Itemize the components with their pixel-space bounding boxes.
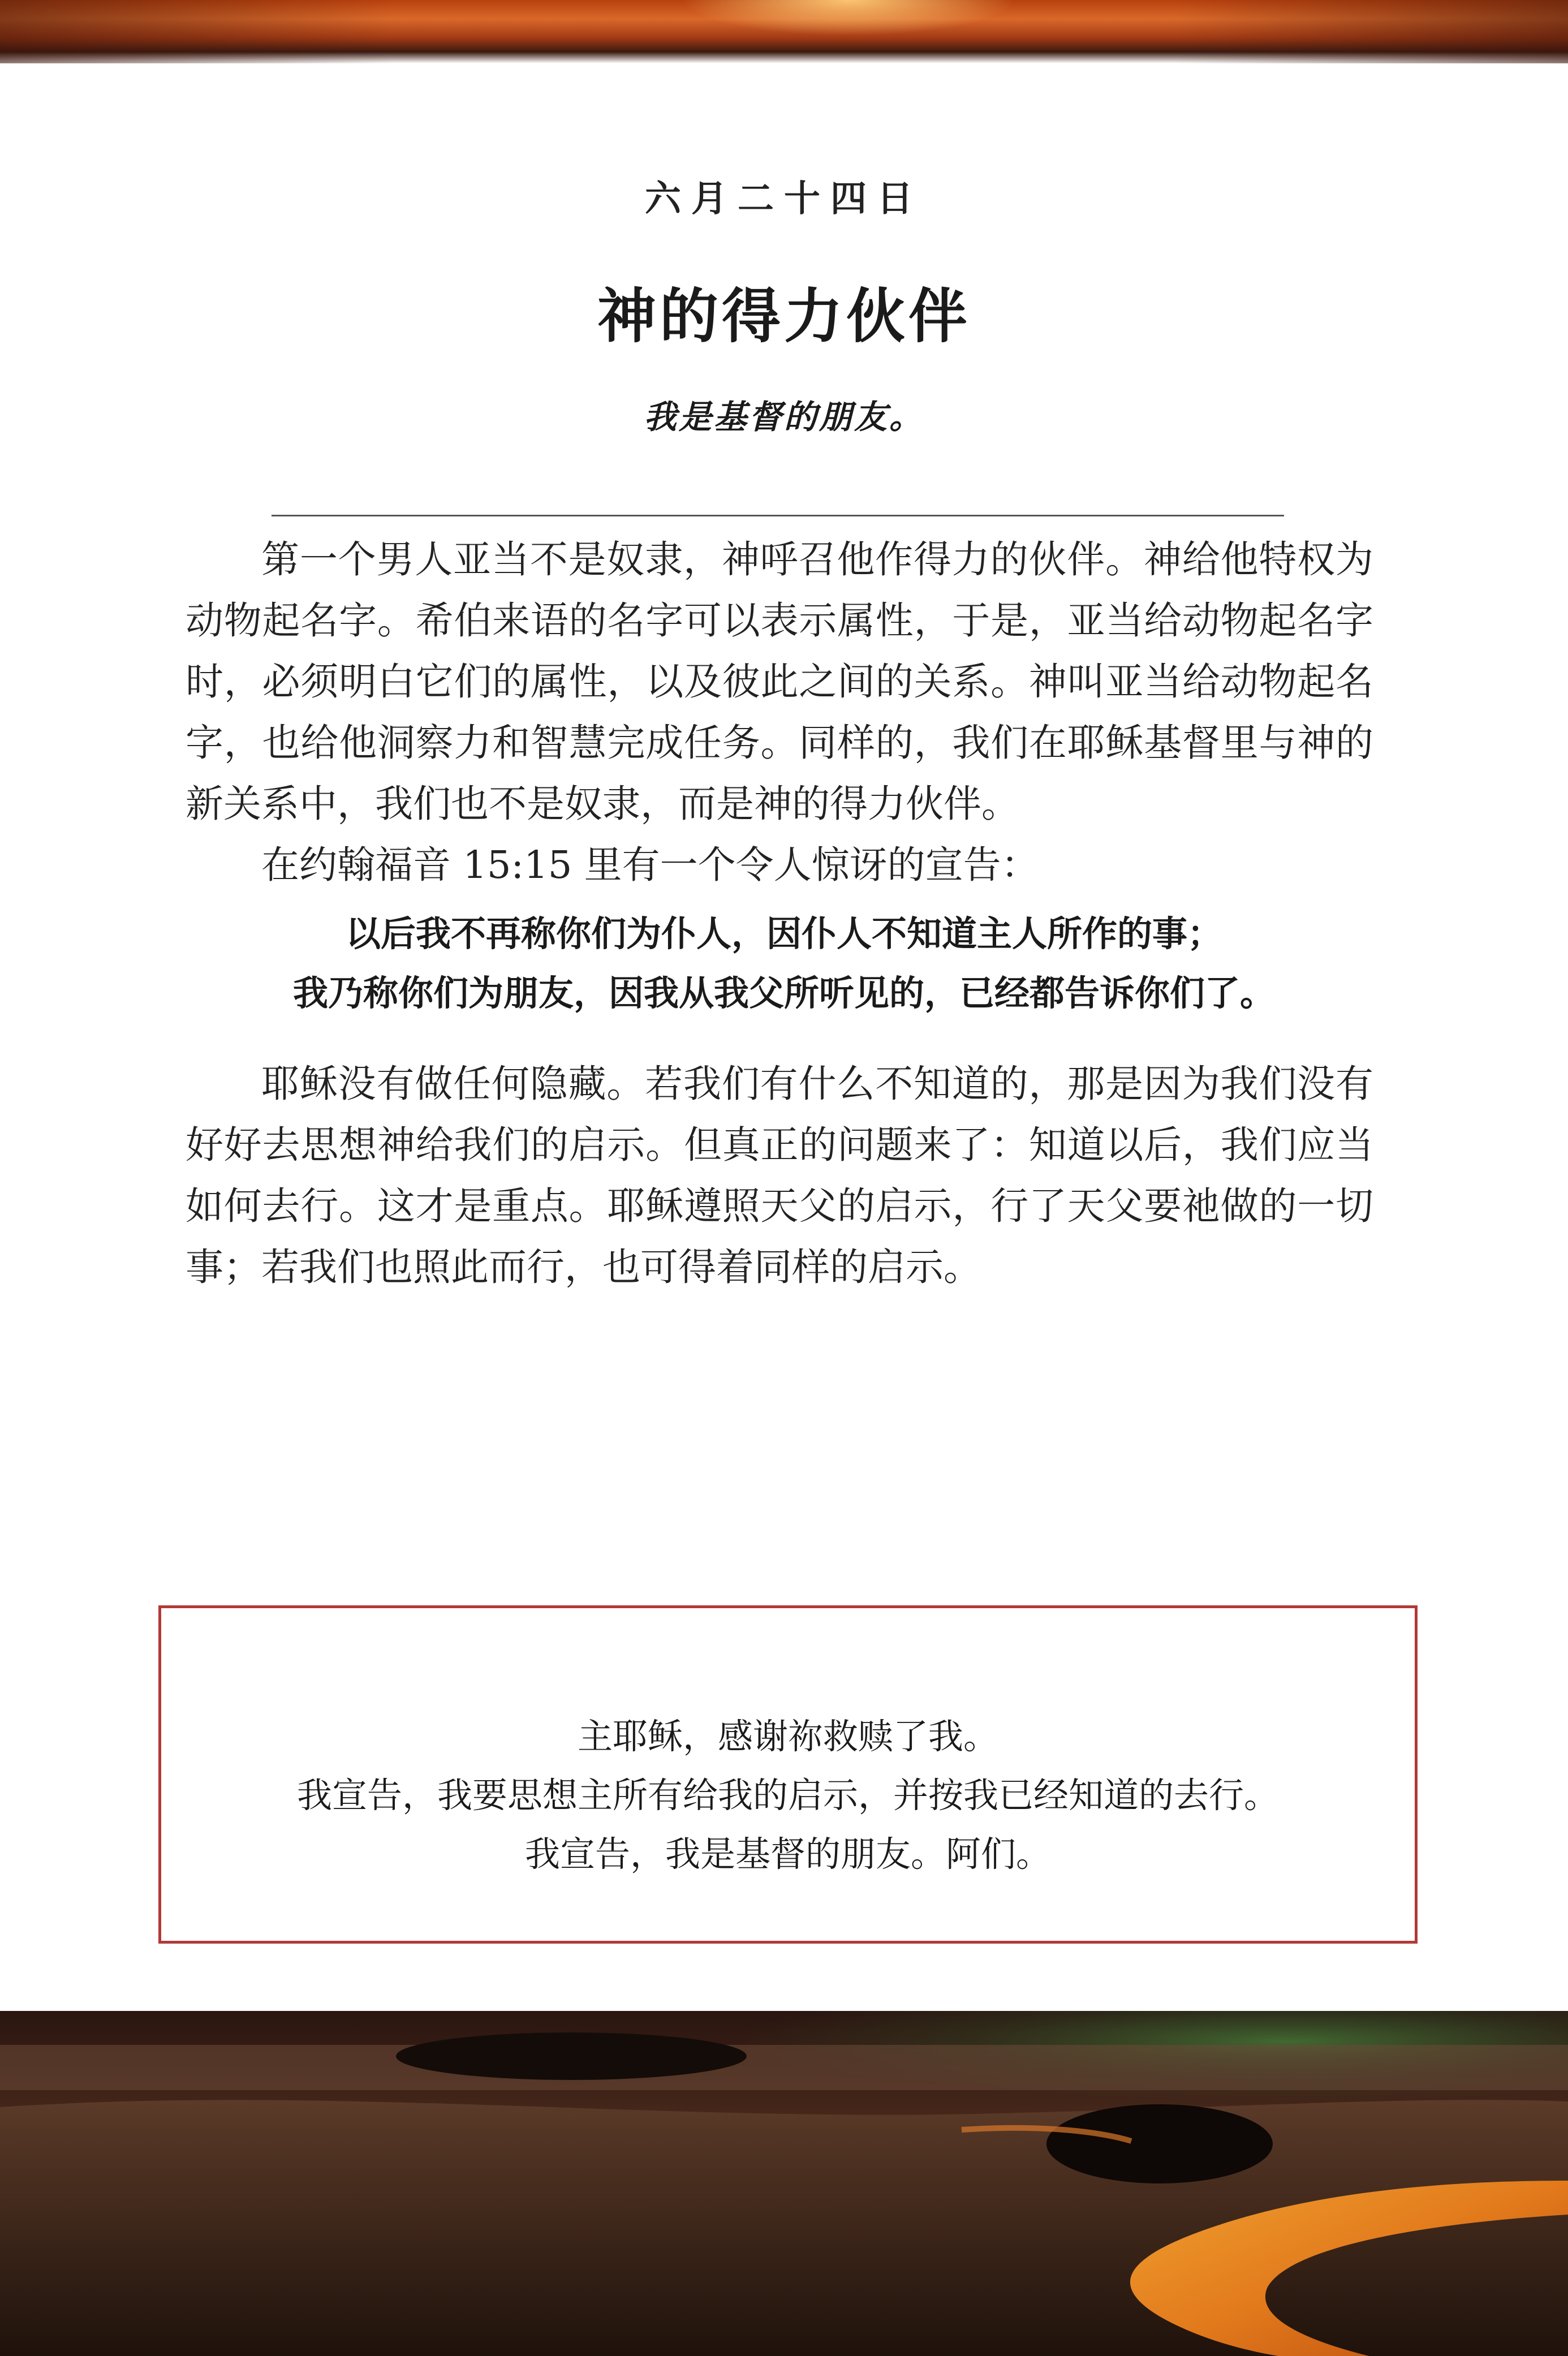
body-section-1 <box>186 529 1373 895</box>
body-section-2 <box>186 1053 1373 1298</box>
paragraph-2: 在约翰福音 15:15 里有一个令人惊讶的宣告： <box>261 843 1039 887</box>
top-decorative-band <box>0 0 1568 63</box>
river-rock <box>1046 2104 1273 2183</box>
title-divider <box>272 515 1284 516</box>
prayer-text <box>161 1707 1415 1884</box>
page-title: 神的得力伙伴 <box>597 282 971 351</box>
prayer-box <box>158 1605 1418 1944</box>
landscape-svg <box>0 2011 1568 2356</box>
page-subtitle: 我是基督的朋友。 <box>643 398 924 436</box>
horizon-water <box>0 2045 1568 2090</box>
prayer-line-2: 我宣告，我要思想主所有给我的启示，并按我已经知道的去行。 <box>296 1774 1279 1816</box>
prayer-line-1: 主耶稣，感谢祢救赎了我。 <box>577 1716 998 1757</box>
distant-island <box>396 2032 747 2080</box>
paragraph-3: 耶稣没有做任何隐藏。若我们有什么不知道的，那是因为我们没有好好去思想神给我们的启示。但真正的问题来了：知道以后，我们应当如何去行。这才是重点。耶稣遵照天父的启示，行了天父要祂做的一切事；若我们也照此而行，也可得着同样的启示。 <box>186 1062 1373 1289</box>
scripture-quote <box>0 904 1568 1023</box>
page-date: 六月二十四日 <box>645 178 923 220</box>
quote-line-2: 我乃称你们为朋友，因我从我父所听见的，已经都告诉你们了。 <box>292 972 1275 1014</box>
prayer-line-3: 我宣告，我是基督的朋友。阿们。 <box>524 1833 1051 1875</box>
paragraph-1: 第一个男人亚当不是奴隶，神呼召他作得力的伙伴。神给他特权为动物起名字。希伯来语的名字可以表示属性，于是，亚当给动物起名字时，必须明白它们的属性，以及彼此之间的关系。神叫亚当给动物起名字，也给他洞察力和智慧完成任务。同样的，我们在耶稣基督里与神的新关系中，我们也不是奴隶，而是神的得力伙伴。 <box>186 537 1373 826</box>
bottom-landscape-image <box>0 2011 1568 2356</box>
quote-line-1: 以后我不再称你们为仆人，因仆人不知道主人所作的事； <box>345 913 1222 954</box>
